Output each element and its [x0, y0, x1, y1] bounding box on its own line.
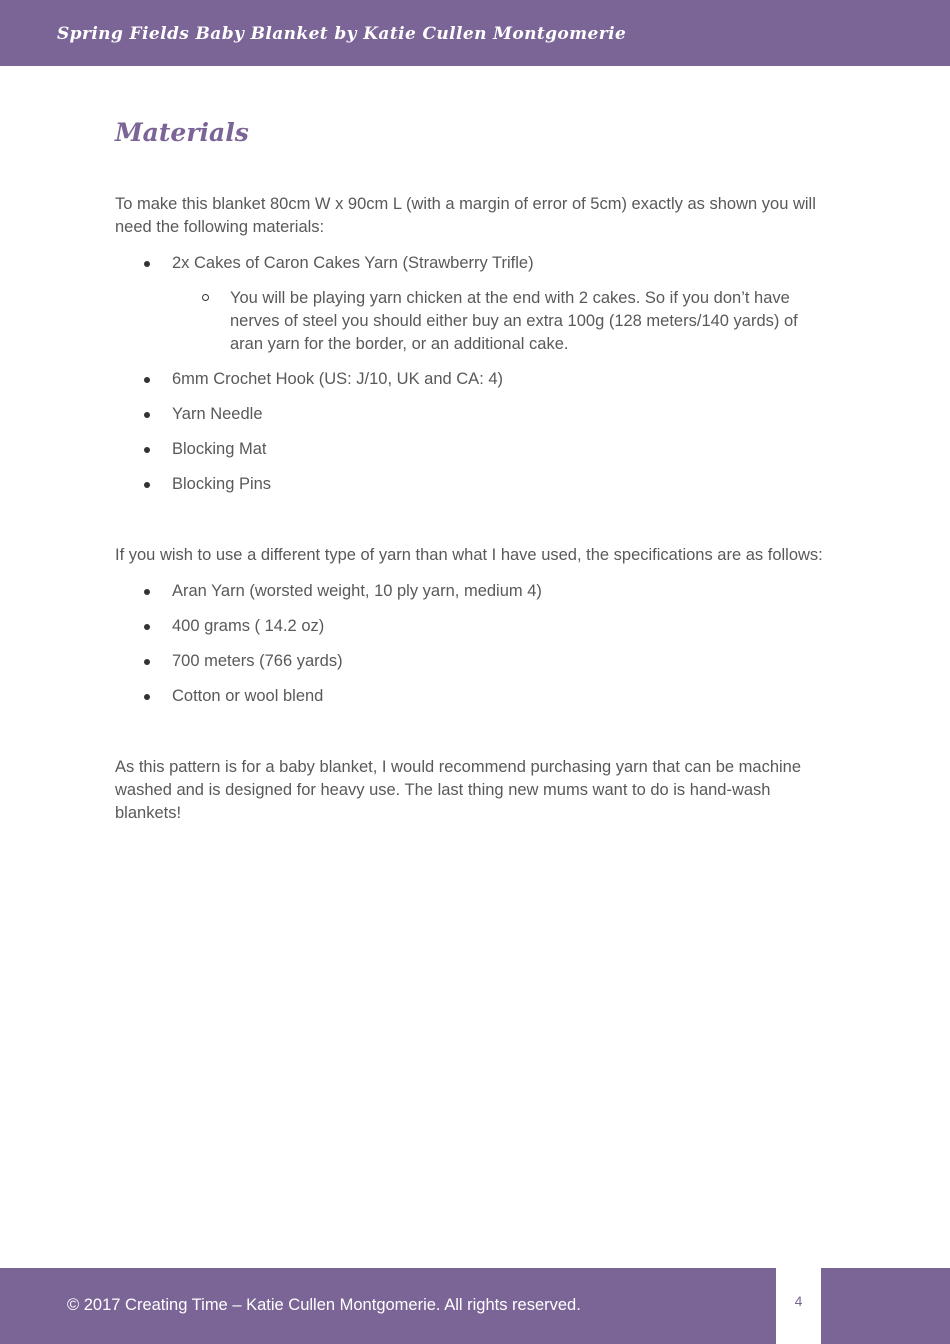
- page-content: [115, 116, 830, 825]
- intro-paragraph: To make this blanket 80cm W x 90cm L (with a margin of error of 5cm) exactly as shown you will need the following materials:: [115, 195, 816, 236]
- bullet-icon: [144, 447, 150, 453]
- page-number: 4: [794, 1293, 803, 1309]
- specs-list: [115, 580, 830, 708]
- footer-bar-right: [821, 1268, 950, 1344]
- list-item-text: 700 meters (766 yards): [172, 652, 343, 670]
- section-heading: Materials: [115, 118, 249, 147]
- bullet-icon: [144, 412, 150, 418]
- bullet-icon: [144, 377, 150, 383]
- list-item-text: Yarn Needle: [172, 405, 263, 423]
- footer-bar: [0, 1268, 776, 1344]
- bullet-icon: [144, 589, 150, 595]
- bullet-icon: [144, 624, 150, 630]
- list-item-text: Blocking Mat: [172, 440, 267, 458]
- closing-paragraph: As this pattern is for a baby blanket, I would recommend purchasing yarn that can be machine washed and is designed for heavy use. The last thing new mums want to do is hand-wash blankets!: [115, 758, 802, 822]
- header-bar: [0, 0, 950, 66]
- document-title: Spring Fields Baby Blanket by Katie Cullen Montgomerie: [57, 24, 627, 44]
- bullet-icon: [144, 482, 150, 488]
- list-item: [115, 368, 830, 391]
- list-item: [115, 403, 830, 426]
- list-item: [115, 615, 830, 638]
- list-item-text: 2x Cakes of Caron Cakes Yarn (Strawberry Trifle): [172, 254, 534, 272]
- list-item: [115, 473, 830, 496]
- spec-intro-paragraph: If you wish to use a different type of yarn than what I have used, the specifications are as follows:: [115, 546, 823, 564]
- bullet-icon: [144, 694, 150, 700]
- list-item-text: Cotton or wool blend: [172, 687, 324, 705]
- sub-list-item-text: You will be playing yarn chicken at the end with 2 cakes. So if you don’t have nerves of steel you should either buy an extra 100g (128 meters/140 yards) of aran yarn for the border, or an additional cake.: [230, 289, 798, 353]
- list-item-text: 6mm Crochet Hook (US: J/10, UK and CA: 4): [172, 370, 504, 388]
- list-item: [115, 252, 830, 356]
- list-item-text: Blocking Pins: [172, 475, 272, 493]
- bullet-icon: [144, 261, 150, 267]
- copyright-notice: © 2017 Creating Time – Katie Cullen Montgomerie. All rights reserved.: [67, 1296, 581, 1314]
- sub-list: [172, 287, 830, 356]
- bullet-icon: [144, 659, 150, 665]
- materials-list: [115, 252, 830, 496]
- list-item-text: 400 grams ( 14.2 oz): [172, 617, 325, 635]
- list-item: [115, 438, 830, 461]
- sub-list-item: [172, 287, 830, 356]
- list-item: [115, 685, 830, 708]
- list-item: [115, 650, 830, 673]
- list-item: [115, 580, 830, 603]
- list-item-text: Aran Yarn (worsted weight, 10 ply yarn, medium 4): [172, 582, 542, 600]
- circle-bullet-icon: [202, 294, 209, 301]
